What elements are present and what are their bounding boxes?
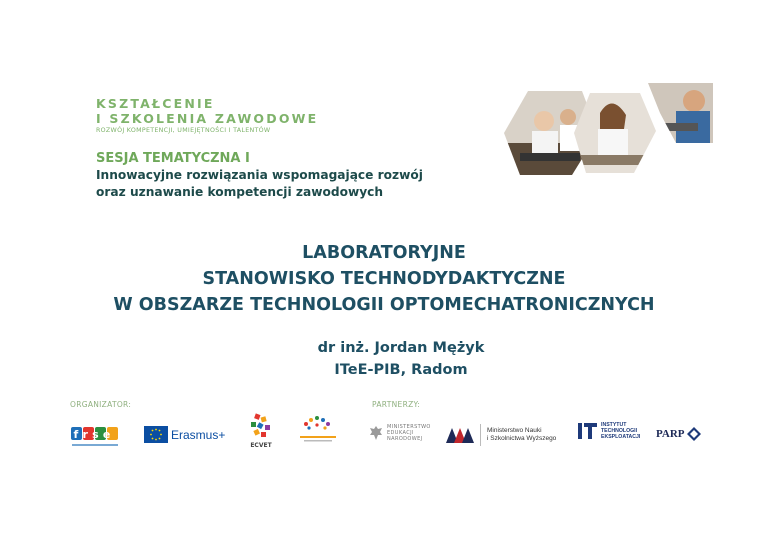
author-affiliation: ITeE-PIB, Radom (334, 362, 468, 378)
itee-line-1: INSTYTUT (601, 422, 627, 428)
mnisw-logo (446, 424, 556, 446)
title-line-2: STANOWISKO TECHNODYDAKTYCZNE (202, 269, 566, 289)
men-line-1: MINISTERSTWO (387, 424, 431, 430)
ecvet-logo-text: ECVET (250, 442, 272, 449)
brand-line-1: KSZTAŁCENIE (96, 96, 215, 111)
men-line-3: NARODOWEJ (387, 436, 423, 442)
men-line-2: EDUKACJI (387, 430, 414, 436)
partners-label: PARTNERZY: (372, 400, 421, 409)
eagle-emblem-icon (369, 424, 383, 442)
presentation-title (0, 240, 768, 318)
mnisw-line-1: Ministerstwo Nauki (487, 427, 542, 434)
author-name: dr inż. Jordan Mężyk (317, 340, 485, 356)
session-title-line-1: Innowacyjne rozwiązania wspomagające rozwój (96, 168, 423, 182)
erasmus-logo-text: Erasmus+ (171, 427, 226, 442)
itee-emblem-icon (578, 422, 598, 440)
mnisw-emblem-icon (446, 426, 474, 444)
parp-emblem-icon (687, 427, 701, 441)
parp-logo (656, 427, 701, 441)
erasmus-logo (144, 426, 225, 443)
itee-line-2: TECHNOLOGII (601, 428, 638, 434)
session-block (96, 150, 423, 201)
title-line-1: LABORATORYJNE (302, 243, 466, 263)
title-line-3: W OBSZARZE TECHNOLOGII OPTOMECHATRONICZNYCH (113, 295, 655, 315)
frse-logo (70, 424, 122, 454)
parp-logo-text: PARP (656, 428, 685, 440)
men-logo (369, 424, 431, 442)
photo-collage (500, 83, 713, 178)
session-title-line-2: oraz uznawanie kompetencji zawodowych (96, 185, 384, 199)
ecvet-logo (246, 412, 276, 450)
itee-line-3: EKSPLOATACJI (601, 434, 641, 440)
mnisw-line-2: i Szkolnictwa Wyższego (487, 435, 557, 442)
itee-logo (578, 422, 640, 440)
mnisw-divider (480, 424, 481, 446)
session-heading: SESJA TEMATYCZNA I (96, 151, 250, 166)
author-block (0, 337, 768, 381)
brand-line-2: I SZKOLENIA ZAWODOWE (96, 111, 319, 126)
brand-tagline: ROZWÓJ KOMPETENCJI, UMIEJĘTNOŚCI I TALENTÓW (96, 127, 271, 134)
partner-dots-logo (296, 414, 340, 448)
eu-flag-icon (144, 426, 168, 443)
brand-block (96, 96, 318, 134)
organizer-label: ORGANIZATOR: (70, 400, 132, 409)
frse-logo-text: frse (73, 428, 115, 441)
